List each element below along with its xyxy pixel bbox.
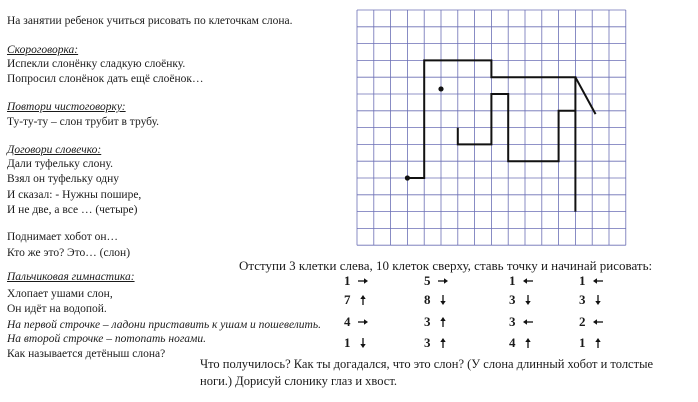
step-count: 3 xyxy=(509,292,516,307)
text-line: И не две, а все … (четыре) xyxy=(7,204,138,216)
step-count: 3 xyxy=(509,314,516,329)
text-line: Как называется детёныш слона? xyxy=(7,348,166,360)
text-line: Кто же это? Это… (слон) xyxy=(7,247,131,259)
arrow-right-icon xyxy=(357,275,369,287)
arrow-left-icon xyxy=(522,275,534,287)
arrow-up-icon xyxy=(357,294,369,306)
text-line: Скороговорка: xyxy=(7,44,79,56)
step-cell xyxy=(579,273,604,289)
arrow-left-icon xyxy=(592,316,604,328)
step-cell xyxy=(509,292,534,308)
arrow-up-icon xyxy=(437,337,449,349)
step-count: 2 xyxy=(579,314,586,329)
arrow-up-icon xyxy=(592,337,604,349)
arrow-down-icon xyxy=(592,294,604,306)
text-line: Поднимает хобот он… xyxy=(7,231,119,243)
text-line: Испекли слонёнку сладкую слоёнку. xyxy=(7,58,186,70)
question-text: Что получилось? Как ты догадался, что это слон? (У слона длинный хобот и толстые ноги.) Дорисуй слонику глаз и хвост. xyxy=(200,357,654,388)
arrow-down-icon xyxy=(437,294,449,306)
step-count: 4 xyxy=(344,314,351,329)
text-line: На первой строчке – ладони приставить к ушам и пошевелить. xyxy=(7,319,321,331)
step-cell xyxy=(344,292,369,308)
arrow-left-icon xyxy=(592,275,604,287)
arrow-down-icon xyxy=(522,294,534,306)
step-cell xyxy=(344,314,369,330)
arrow-right-icon xyxy=(357,316,369,328)
step-cell xyxy=(509,273,534,289)
step-count: 1 xyxy=(579,335,586,350)
step-cell xyxy=(579,292,604,308)
arrow-up-icon xyxy=(522,337,534,349)
step-count: 1 xyxy=(509,273,516,288)
arrow-left-icon xyxy=(522,316,534,328)
start-point xyxy=(405,175,410,180)
step-count: 8 xyxy=(424,292,431,307)
arrow-up-icon xyxy=(437,316,449,328)
step-count: 1 xyxy=(579,273,586,288)
text-line: На второй строчке – потопать ногами. xyxy=(7,333,207,345)
step-cell xyxy=(424,335,449,351)
step-cell xyxy=(509,314,534,330)
step-cell xyxy=(424,292,449,308)
step-count: 1 xyxy=(344,335,351,350)
step-count: 4 xyxy=(509,335,516,350)
text-line: Дали туфельку слону. xyxy=(7,158,113,170)
step-cell xyxy=(344,273,369,289)
step-cell xyxy=(579,335,604,351)
step-cell xyxy=(424,273,449,289)
step-count: 3 xyxy=(579,292,586,307)
text-line: Договори словечко: xyxy=(7,144,102,156)
step-count: 3 xyxy=(424,314,431,329)
text-line: Хлопает ушами слон, xyxy=(7,288,113,300)
text-line: Ту-ту-ту – слон трубит в трубу. xyxy=(7,116,160,128)
text-line: Попросил слонёнок дать ещё слоёнок… xyxy=(7,73,204,85)
step-cell xyxy=(579,314,604,330)
text-line: Он идёт на водопой. xyxy=(7,303,107,315)
text-line: Повтори чистоговорку: xyxy=(7,101,126,113)
text-line: Пальчиковая гимнастика: xyxy=(7,271,135,283)
arrow-right-icon xyxy=(437,275,449,287)
step-cell xyxy=(424,314,449,330)
arrow-down-icon xyxy=(357,337,369,349)
step-count: 1 xyxy=(344,273,351,288)
step-count: 5 xyxy=(424,273,431,288)
text-line: Взял он туфельку одну xyxy=(7,173,119,185)
step-cell xyxy=(509,335,534,351)
step-cell xyxy=(344,335,369,351)
step-count: 7 xyxy=(344,292,351,307)
grid-drawing xyxy=(355,8,627,246)
instruction-text: Отступи 3 клетки слева, 10 клеток сверху, ставь точку и начинай рисовать: xyxy=(239,258,653,273)
text-line: И сказал: - Нужны пошире, xyxy=(7,189,142,201)
text-line: На занятии ребенок учиться рисовать по клеточкам слона. xyxy=(7,15,293,27)
elephant-eye xyxy=(438,86,443,91)
step-count: 3 xyxy=(424,335,431,350)
